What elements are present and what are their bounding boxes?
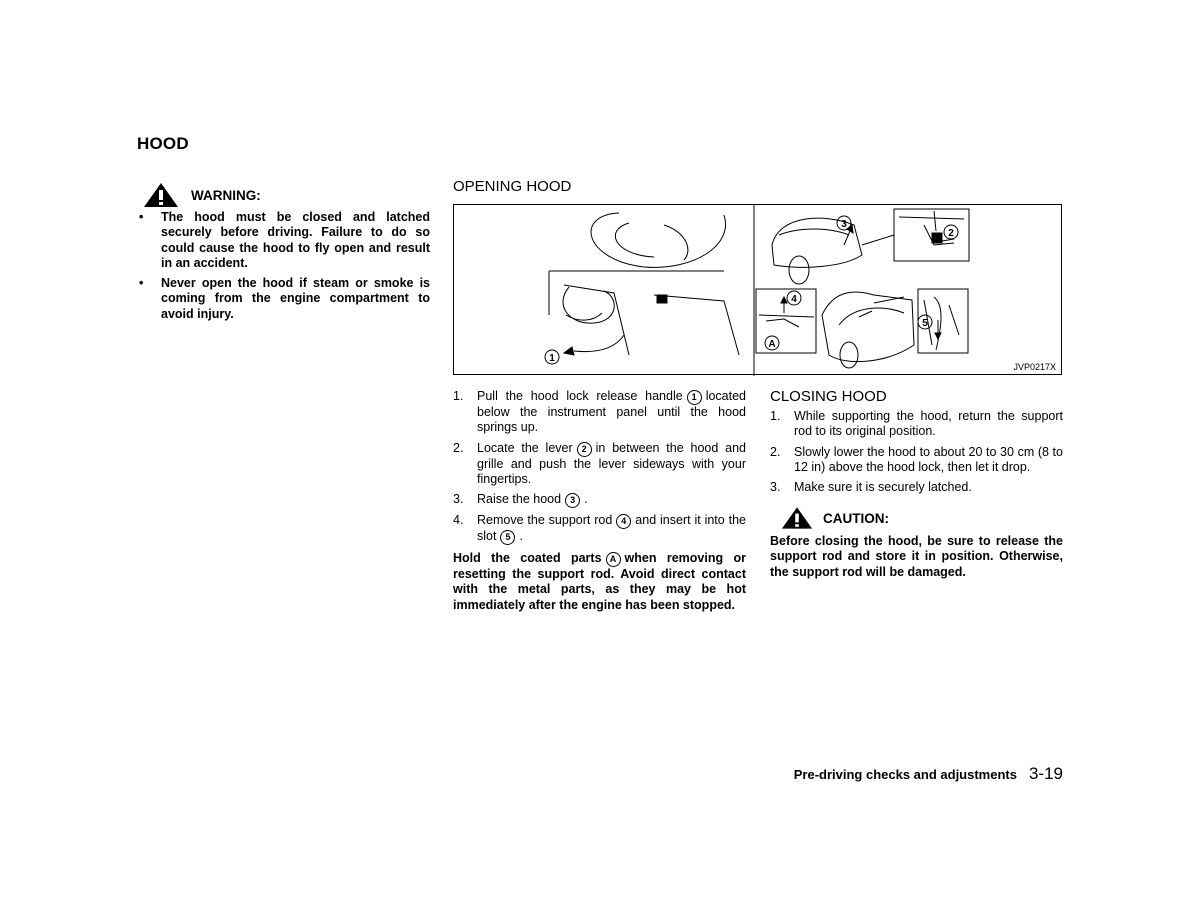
callout-2: 2	[948, 228, 954, 239]
opening-step	[453, 513, 746, 545]
bullet-icon: •	[139, 276, 144, 291]
closing-step	[770, 409, 1063, 440]
hood-illustration-drawing	[454, 205, 1063, 376]
step-text: and insert it into the slot	[477, 513, 746, 544]
closing-steps	[770, 409, 1063, 500]
step-number: 4.	[453, 513, 464, 528]
step-text: While supporting the hood, return the support rod to its original position.	[794, 409, 1063, 439]
callout-ref: A	[606, 552, 621, 567]
callout-1: 1	[549, 353, 555, 364]
coated-parts-note	[453, 551, 746, 613]
caution-header	[781, 505, 889, 531]
hood-illustration	[453, 204, 1062, 375]
warning-item	[137, 276, 430, 322]
closing-hood-heading: CLOSING HOOD	[770, 388, 887, 405]
page-footer	[781, 764, 1063, 784]
step-text: Pull the hood lock release handle	[477, 389, 683, 403]
closing-step	[770, 480, 1063, 495]
note-text: when removing or resetting the support rod. Avoid direct contact with the metal parts, as they may be hot immediately after the engine has been stopped.	[453, 551, 747, 612]
warning-label: WARNING:	[191, 187, 261, 203]
step-number: 2.	[770, 444, 781, 459]
callout-ref: 2	[577, 442, 592, 457]
callout-ref: 3	[565, 493, 580, 508]
closing-step	[770, 445, 1063, 476]
step-text: .	[519, 529, 523, 544]
callout-ref: 4	[616, 514, 631, 529]
page-number: 3-19	[1028, 764, 1063, 783]
step-text: Make sure it is securely latched.	[794, 480, 972, 495]
step-number: 3.	[770, 480, 781, 495]
step-text: in between the hood and grille and push the lever sideways with your fingertips.	[477, 440, 746, 486]
warning-header	[143, 182, 261, 208]
warning-triangle-icon	[143, 182, 179, 208]
warning-item	[137, 210, 430, 271]
warning-item-text: Never open the hood if steam or smoke is coming from the engine compartment to avoid injury.	[161, 276, 430, 321]
opening-step	[453, 441, 746, 488]
step-text: .	[584, 492, 588, 507]
callout-ref: 1	[687, 390, 702, 405]
step-number: 1.	[453, 389, 464, 403]
callout-ref: 5	[500, 530, 515, 545]
caution-triangle-icon	[781, 506, 813, 530]
note-text: Hold the coated parts	[453, 551, 602, 566]
page-title: HOOD	[137, 134, 189, 153]
footer-section-title: Pre-driving checks and adjustments	[793, 767, 1017, 782]
step-text: Remove the support rod	[477, 513, 613, 528]
step-text: Slowly lower the hood to about 20 to 30 cm (8 to 12 in) above the hood lock, then let it drop.	[794, 444, 1063, 474]
opening-step	[453, 389, 746, 436]
caution-label: CAUTION:	[823, 510, 889, 526]
bullet-icon: •	[139, 210, 144, 224]
step-number: 2.	[453, 440, 464, 455]
callout-3: 3	[841, 219, 847, 230]
step-number: 1.	[770, 409, 781, 423]
step-text: Raise the hood	[477, 492, 562, 507]
opening-step	[453, 492, 746, 508]
step-text: located below the instrument panel until the hood springs up.	[477, 389, 746, 435]
opening-steps	[453, 389, 746, 613]
figure-code: JVP0217X	[1013, 362, 1056, 372]
opening-hood-heading: OPENING HOOD	[453, 178, 572, 195]
callout-5: 5	[922, 318, 928, 329]
warning-list	[137, 210, 430, 327]
step-number: 3.	[453, 492, 464, 507]
callout-4: 4	[791, 294, 797, 305]
step-text: Locate the lever	[477, 440, 573, 455]
warning-item-text: The hood must be closed and latched securely before driving. Failure to do so could cause the hood to fly open and result in an accident.	[161, 210, 430, 270]
callout-A: A	[768, 339, 776, 350]
caution-text: Before closing the hood, be sure to release the support rod and store it in position. Otherwise, the support rod will be damaged.	[770, 534, 1063, 579]
